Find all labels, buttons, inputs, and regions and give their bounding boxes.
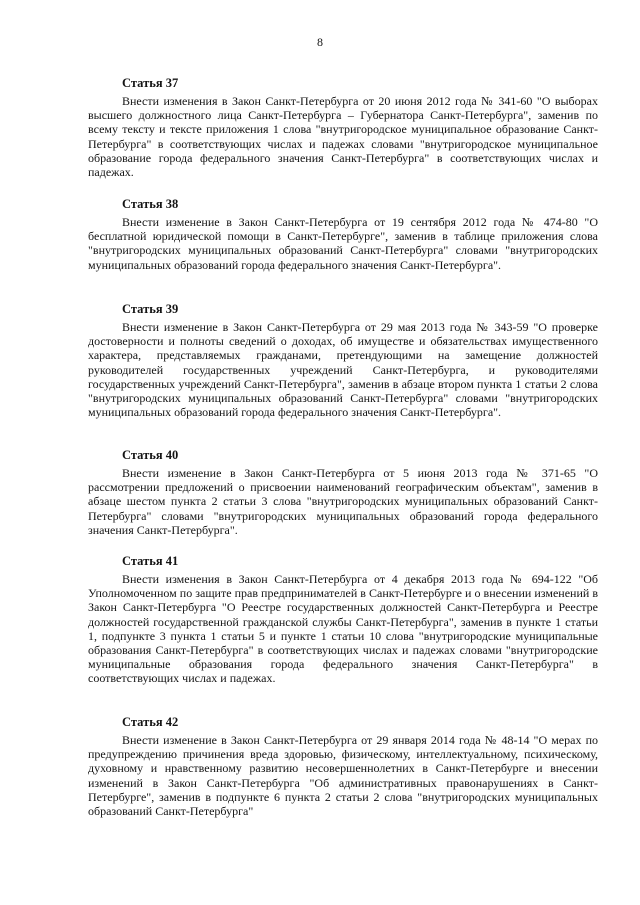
article-body: Внести изменение в Закон Санкт-Петербурга от 19 сентября 2012 года № 474-80 "О бесплатной юридической помощи в Санкт-Петербурге", заменив в таблице приложения слова "внутригородских муниципальных образований Санкт-Петербурга" словами "внутригородских муниципальных образований города федерального значения Санкт-Петербурга". bbox=[88, 215, 598, 272]
article-body: Внести изменение в Закон Санкт-Петербурга от 29 января 2014 года № 48-14 "О мерах по предупреждению причинения вреда здоровью, физическому, интеллектуальному, психическому, духовному и нравственному развитию несовершеннолетних в Санкт-Петербурге и внесении изменений в Закон Санкт-Петербурга "Об административных правонарушениях в Санкт-Петербурге", заменив в подпункте 6 пункта 2 статьи 2 слова "внутригородских муниципальных образований Санкт-Петербурга" bbox=[88, 733, 598, 819]
article-body: Внести изменение в Закон Санкт-Петербурга от 29 мая 2013 года № 343-59 "О проверке достоверности и полноты сведений о доходах, об имуществе и обязательствах имущественного характера, представляемых гражданами, претендующими на замещение должностей руководителей государственных учреждений Санкт-Петербурга, и руководителями государственных учреждений Санкт-Петербурга", заменив в абзаце втором пункта 1 статьи 2 слова "внутригородских муниципальных образований Санкт-Петербурга" словами "внутригородских муниципальных образований города федерального значения Санкт-Петербурга". bbox=[88, 320, 598, 420]
article-title: Статья 38 bbox=[122, 197, 179, 211]
article-title: Статья 42 bbox=[122, 715, 179, 729]
article-title: Статья 37 bbox=[122, 76, 179, 90]
article-title: Статья 40 bbox=[122, 448, 179, 462]
article-39 bbox=[88, 302, 598, 419]
article-title: Статья 41 bbox=[122, 554, 179, 568]
article-body: Внести изменения в Закон Санкт-Петербурга от 20 июня 2012 года № 341-60 "О выборах высшего должностного лица Санкт-Петербурга – Губернатора Санкт-Петербурга", заменив по всему тексту и тексте приложения 1 слова "внутригородское муниципальное образование Санкт-Петербурга" в соответствующих числах и падежах словами "внутригородское муниципальное образование города федерального значения Санкт-Петербурга" в соответствующих числах и падежах. bbox=[88, 94, 598, 180]
article-42 bbox=[88, 715, 598, 818]
article-37 bbox=[88, 76, 598, 179]
article-body: Внести изменение в Закон Санкт-Петербурга от 5 июня 2013 года № 371-65 "О рассмотрении предложений о присвоении наименований географическим объектам", заменив в абзаце шестом пункта 2 статьи 3 слова "внутригородских муниципальных образований Санкт-Петербурга" словами "внутригородских муниципальных образований города федерального значения Санкт-Петербурга". bbox=[88, 466, 598, 537]
article-title: Статья 39 bbox=[122, 302, 179, 316]
article-40 bbox=[88, 448, 598, 537]
article-38 bbox=[88, 197, 598, 272]
article-body: Внести изменения в Закон Санкт-Петербурга от 4 декабря 2013 года № 694-122 "Об Уполномоченном по защите прав предпринимателей в Санкт-Петербурге и о внесении изменений в Закон Санкт-Петербурга "О Реестре государственных должностей Санкт-Петербурга и Реестре должностей государственной гражданской службы Санкт-Петербурга", заменив в пункте 1 статьи 1, подпункте 3 пункта 1 статьи 5 и пункте 1 статьи 10 слова "внутригородские муниципальные образования Санкт-Петербурга" в соответствующих числах и падежах словами "внутригородские муниципальные образования города федерального значения Санкт-Петербурга" в соответствующих числах и падежах. bbox=[88, 572, 598, 686]
page-number: 8 bbox=[317, 35, 323, 49]
article-41 bbox=[88, 554, 598, 686]
